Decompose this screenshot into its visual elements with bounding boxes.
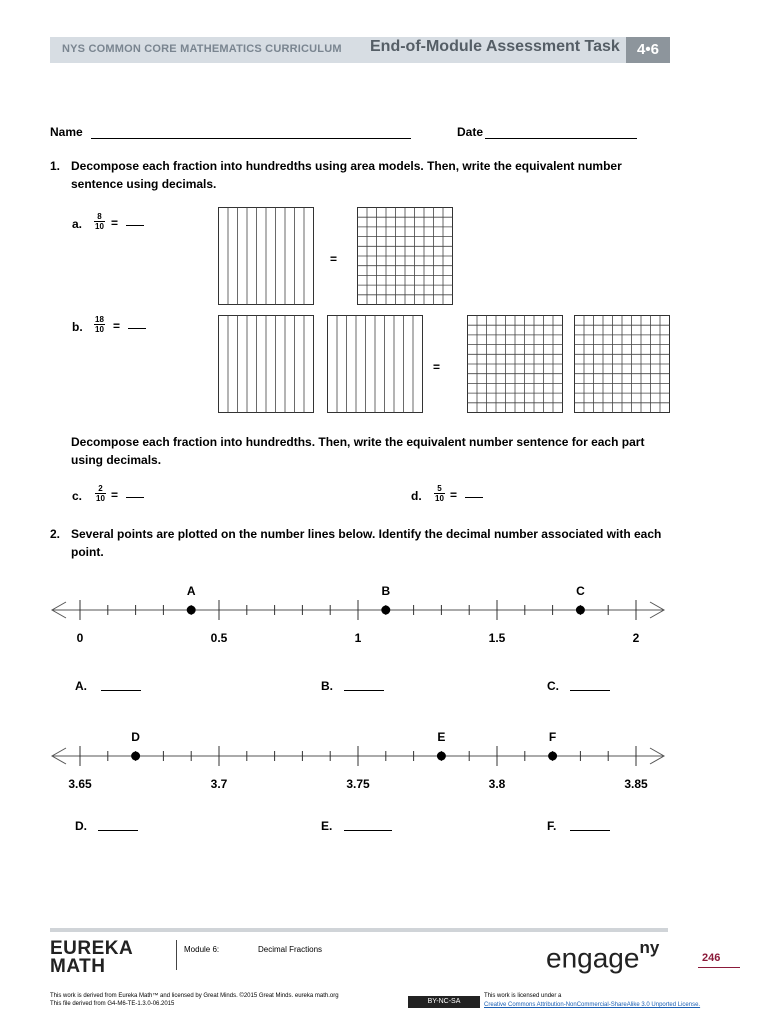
q1a-denominator: 10 [95,222,104,231]
footer-rule [50,928,668,932]
answer-blank-C[interactable] [570,690,610,691]
q1-sub-line2: using decimals. [71,453,162,467]
q2-number: 2. [50,527,61,541]
q2-text-line1: Several points are plotted on the number lines below. Identify the decimal number associated with each [71,527,662,541]
q1a-answer-blank[interactable] [126,225,144,226]
q1b-numerator: 18 [95,315,104,324]
tick-label: 3.85 [624,777,648,791]
answer-label-E: E. [321,819,333,833]
engageny-logo [546,938,660,974]
point-label-F: F [548,730,557,744]
point-label-E: E [437,730,446,744]
q2-text-line2: point. [71,545,104,559]
eureka-math-logo [50,940,133,976]
answer-label-F: F. [547,819,557,833]
q1d-answer-blank[interactable] [465,497,483,498]
logo-line1: EUREKA [50,938,134,959]
tick-label: 3.7 [210,777,228,791]
q1a-model-equals: = [330,252,338,266]
point-label-A: A [186,584,196,598]
point-label-D: D [131,730,140,744]
q1d-label: d. [411,489,422,503]
license-link[interactable]: Creative Commons Attribution-NonCommercial-ShareAlike 3.0 Unported License. [484,1002,701,1008]
q1b-hundredths-model-2 [574,315,670,413]
tick-label: 3.8 [488,777,506,791]
q1b-hundredths-model-1 [467,315,563,413]
q1b-model-equals: = [433,360,441,374]
q1a-fraction [94,212,105,231]
tick-label: 2 [632,631,640,645]
brand-text: engage [546,942,640,974]
q1c-answer-blank[interactable] [126,497,144,498]
page-number-underline [698,967,740,968]
q1-text-line2: sentence using decimals. [71,177,217,191]
tick-label: 0.5 [210,631,228,645]
module-badge: 4•6 [626,37,670,63]
q1b-label: b. [72,320,83,334]
brand-sup: ny [639,938,660,957]
answer-blank-D[interactable] [98,830,138,831]
tick-label: 3.75 [346,777,370,791]
answer-blank-B[interactable] [344,690,384,691]
q1a-hundredths-model [357,207,453,305]
q1c-label: c. [72,489,83,503]
q1a-tenths-model [218,207,314,305]
answer-blank-A[interactable] [101,690,141,691]
name-field[interactable] [91,138,411,139]
curriculum-label: NYS COMMON CORE MATHEMATICS CURRICULUM [62,43,342,55]
point-D [131,752,140,761]
tick-label: 0 [76,631,84,645]
q1-sub-line1: Decompose each fraction into hundredths. Then, write the equivalent number sentence for each part [71,435,645,449]
q1a-label: a. [72,217,83,231]
q1d-fraction [434,484,445,503]
answer-blank-E[interactable] [344,830,392,831]
q1b-answer-blank[interactable] [128,328,146,329]
license-line1: This work is licensed under a [484,993,562,999]
point-C [576,606,585,615]
tick-label: 1 [354,631,362,645]
point-label-C: C [576,584,585,598]
point-A [187,606,196,615]
q1a-equals: = [111,216,119,230]
q1b-tenths-model-2 [327,315,423,413]
footer-divider [176,940,177,970]
answer-blank-F[interactable] [570,830,610,831]
answer-label-B: B. [321,679,333,693]
answer-label-D: D. [75,819,87,833]
q1c-fraction [95,484,106,503]
name-label: Name [50,125,83,139]
q1b-equals: = [113,319,121,333]
answer-label-A: A. [75,679,87,693]
q1d-numerator: 5 [437,484,442,493]
point-B [381,606,390,615]
q1c-equals: = [111,488,119,502]
cc-license-badge[interactable]: BY-NC-SA [408,996,480,1008]
module-label: Module 6: [184,945,220,954]
logo-line2: MATH [50,956,106,977]
q1a-numerator: 8 [97,212,102,221]
q1c-denominator: 10 [96,494,105,503]
q1b-fraction [94,315,105,334]
page-number: 246 [702,952,721,964]
q1b-tenths-model-1 [218,315,314,413]
credit-line1: This work is derived from Eureka Math™ and licensed by Great Minds. ©2015 Great Minds. eureka math.org [50,993,339,999]
credit-line2: This file derived from G4-M6-TE-1.3.0-06.2015 [50,1001,175,1007]
tick-label: 1.5 [488,631,506,645]
module-topic: Decimal Fractions [258,945,323,954]
q1-text-line1: Decompose each fraction into hundredths using area models. Then, write the equivalent number [71,159,622,173]
q1c-numerator: 2 [98,484,103,493]
number-line-2 [0,726,768,796]
point-F [548,752,557,761]
point-label-B: B [381,584,391,598]
q1b-denominator: 10 [95,325,104,334]
tick-label: 3.65 [68,777,92,791]
q1-number: 1. [50,159,61,173]
point-E [437,752,446,761]
date-label: Date [457,125,484,139]
number-line-1 [0,580,768,650]
answer-label-C: C. [547,679,559,693]
q1d-equals: = [450,488,458,502]
q1d-denominator: 10 [435,494,444,503]
page-title: End-of-Module Assessment Task [370,38,620,55]
date-field[interactable] [485,138,637,139]
